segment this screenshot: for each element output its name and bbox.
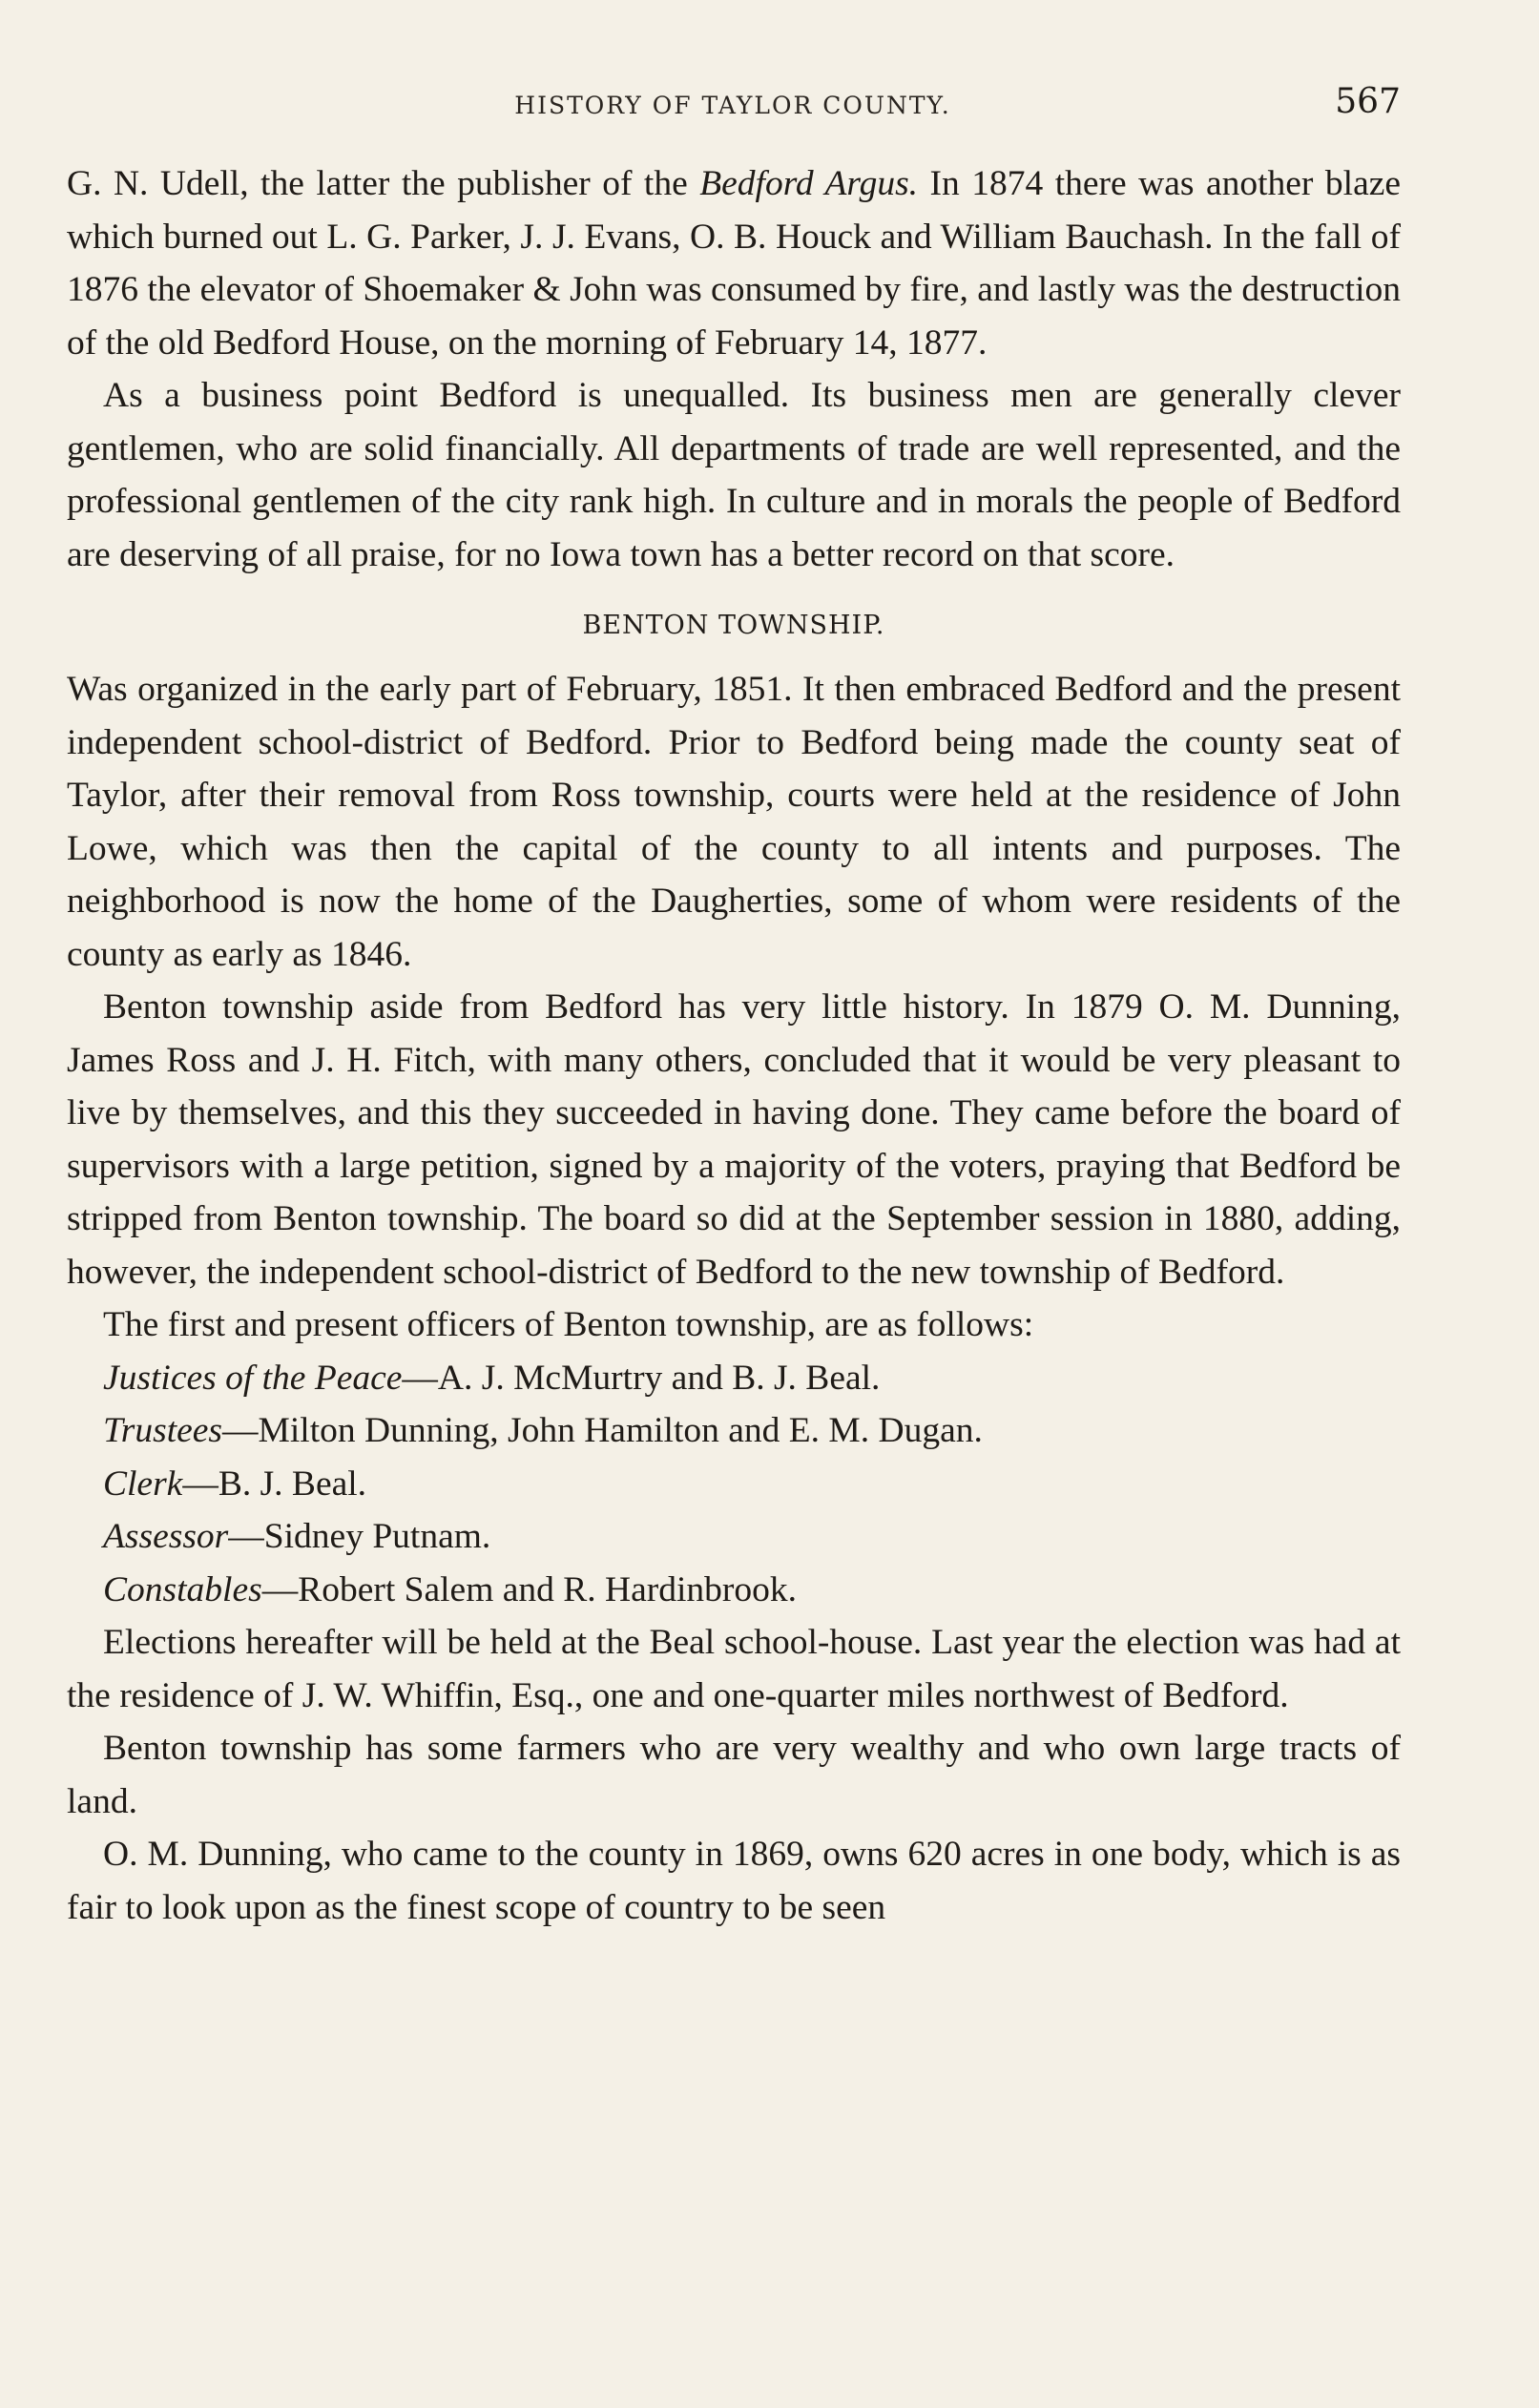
officer-role: Justices of the Peace bbox=[103, 1358, 403, 1398]
officer-entry-constables bbox=[67, 1564, 1401, 1617]
officer-role: Constables bbox=[103, 1569, 262, 1609]
officer-names: —Milton Dunning, John Hamilton and E. M. Dugan. bbox=[222, 1411, 983, 1450]
officer-role: Clerk bbox=[103, 1463, 183, 1504]
paragraph-fires bbox=[67, 157, 1401, 369]
paragraph-elections: Elections hereafter will be held at the Beal school-house. Last year the election was had at the residence of J. W. Whiffin, Esq., one and one-quarter miles northwest of Bedford. bbox=[67, 1623, 1401, 1715]
paragraph-fires-text-2: In 1874 there was another blaze which burned out L. G. Parker, J. J. Evans, O. B. Houck and William Bauchash. In the fall of 1876 the elevator of Shoemaker & John was consumed by fire, and lastly was the destruction of the old Bedford House, on the morning of February 14, 1877. bbox=[67, 164, 1401, 363]
officer-names: —A. J. McMurtry and B. J. Beal. bbox=[402, 1358, 881, 1398]
paragraph-organized: Was organized in the early part of February, 1851. It then embraced Bedford and the present independent school-district of Bedford. Prior to Bedford being made the county seat of Taylor, after their removal from Ross township, courts were held at the residence of John Lowe, which was then the capital of the county to all intents and purposes. The neighborhood is now the home of the Daugherties, some of whom were residents of the county as early as 1846. bbox=[67, 670, 1401, 974]
officer-names: —Sidney Putnam. bbox=[228, 1517, 491, 1556]
section-heading: BENTON TOWNSHIP. bbox=[582, 611, 885, 640]
running-head: HISTORY OF TAYLOR COUNTY. bbox=[514, 92, 951, 119]
newspaper-title: Bedford Argus. bbox=[699, 164, 919, 203]
officer-entry-justices bbox=[67, 1352, 1401, 1405]
page-header bbox=[65, 82, 1401, 130]
paragraph-officers-intro: The first and present officers of Benton township, are as follows: bbox=[103, 1305, 1034, 1344]
officer-entry-trustees bbox=[67, 1404, 1401, 1458]
page-number: 567 bbox=[1335, 82, 1401, 121]
officer-entry-clerk bbox=[67, 1458, 1401, 1511]
paragraph-business: As a business point Bedford is unequalled. Its business men are generally clever gentlemen, who are solid financially. All departments of trade are well represented, and the professional gentlemen of the city rank high. In culture and in morals the people of Bedford are deserving of all praise, for no Iowa town has a better record on that score. bbox=[67, 376, 1401, 574]
officer-names: —Robert Salem and R. Hardinbrook. bbox=[261, 1569, 798, 1609]
paragraph-fires-text-1: G. N. Udell, the latter the publisher of the bbox=[67, 164, 700, 203]
paragraph-farmers: Benton township has some farmers who are very wealthy and who own large tracts of land. bbox=[67, 1729, 1401, 1821]
officer-names: —B. J. Beal. bbox=[182, 1463, 367, 1504]
officer-entry-assessor bbox=[67, 1510, 1401, 1564]
body-text bbox=[67, 157, 1401, 1934]
officer-role: Assessor bbox=[103, 1517, 229, 1556]
paragraph-history: Benton township aside from Bedford has very little history. In 1879 O. M. Dunning, James Ross and J. H. Fitch, with many others, concluded that it would be very pleasant to live by themselves, and this they succeeded in having done. They came before the board of supervisors with a large petition, signed by a majority of the voters, praying that Bedford be stripped from Benton township. The board so did at the September session in 1880, adding, however, the independent school-district of Bedford to the new township of Bedford. bbox=[67, 987, 1401, 1292]
paragraph-dunning: O. M. Dunning, who came to the county in 1869, owns 620 acres in one body, which is as fair to look upon as the finest scope of country to be seen bbox=[67, 1835, 1401, 1927]
officers-list bbox=[67, 1352, 1401, 1617]
officer-role: Trustees bbox=[103, 1411, 223, 1450]
